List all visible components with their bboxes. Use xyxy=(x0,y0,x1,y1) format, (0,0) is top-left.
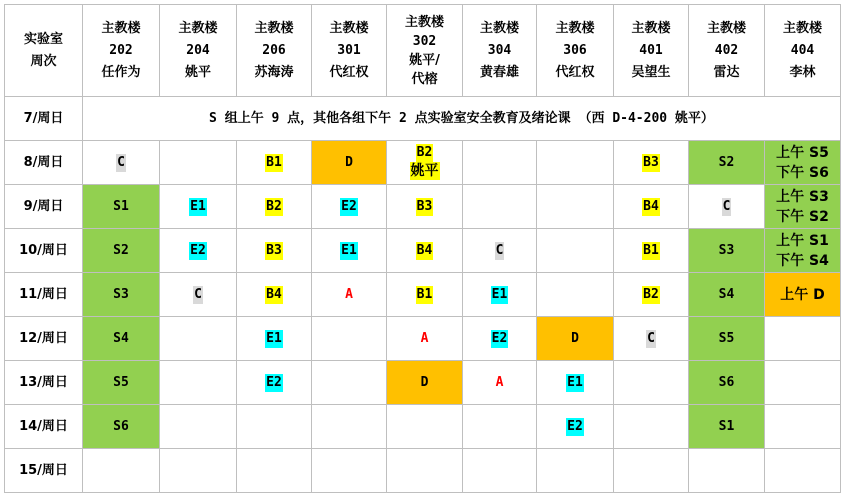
building: 主教楼 xyxy=(101,20,141,36)
session-tag: C xyxy=(194,286,202,302)
cell-306 xyxy=(537,405,614,449)
session-tag: C xyxy=(647,330,655,346)
session-tag: E1 xyxy=(190,198,206,214)
cell-204 xyxy=(160,185,237,229)
cell-401 xyxy=(614,449,689,493)
building: 主教楼 xyxy=(254,20,294,36)
cell-306: D xyxy=(537,317,614,361)
cell-304 xyxy=(463,405,537,449)
cell-304 xyxy=(463,185,537,229)
teacher: 黄春雄 xyxy=(479,64,519,80)
afternoon-session: 下午 S6 xyxy=(776,164,829,181)
week-row-10 xyxy=(5,229,841,273)
building: 主教楼 xyxy=(631,20,671,36)
corner-lab-label: 实验室 xyxy=(23,31,63,47)
corner-week-label: 周次 xyxy=(30,53,57,69)
session-tag: B4 xyxy=(266,286,282,302)
teacher: 姚平 xyxy=(184,64,211,80)
cell-402 xyxy=(689,185,765,229)
cell-301 xyxy=(312,405,387,449)
lab-header-206 xyxy=(237,5,312,97)
teacher: 苏海涛 xyxy=(254,64,294,80)
cell-206 xyxy=(237,317,312,361)
cell-202: S6 xyxy=(83,405,160,449)
room: 402 xyxy=(714,42,739,58)
session-teacher-tag: 姚平 xyxy=(410,163,439,179)
morning-session: 上午 S3 xyxy=(776,188,829,205)
teacher: 任作为 xyxy=(101,64,141,80)
room: 404 xyxy=(790,42,815,58)
week-row-9 xyxy=(5,185,841,229)
session-tag: E2 xyxy=(567,418,583,434)
week-label: 14/周日 xyxy=(5,405,83,449)
week-label: 9/周日 xyxy=(5,185,83,229)
cell-302 xyxy=(387,273,463,317)
cell-202: S2 xyxy=(83,229,160,273)
session-tag: B1 xyxy=(266,154,282,170)
cell-402: S6 xyxy=(689,361,765,405)
cell-401 xyxy=(614,229,689,273)
teacher: 吴望生 xyxy=(631,64,671,80)
room: 301 xyxy=(337,42,361,58)
teacher: 姚平/ xyxy=(409,52,440,68)
cell-204 xyxy=(160,361,237,405)
cell-304 xyxy=(463,141,537,185)
cell-302: A xyxy=(387,317,463,361)
week-label: 7/周日 xyxy=(5,97,83,141)
cell-206 xyxy=(237,185,312,229)
cell-304 xyxy=(463,449,537,493)
cell-304 xyxy=(463,317,537,361)
session-tag: B2 xyxy=(416,145,433,160)
cell-202: S4 xyxy=(83,317,160,361)
building: 主教楼 xyxy=(479,20,519,36)
session-tag: C xyxy=(495,242,504,258)
lab-header-306 xyxy=(537,5,614,97)
cell-302 xyxy=(387,185,463,229)
teacher: 代红权 xyxy=(555,64,595,80)
cell-206 xyxy=(237,361,312,405)
room: 204 xyxy=(186,42,210,58)
cell-404 xyxy=(765,229,841,273)
cell-402 xyxy=(689,449,765,493)
cell-302: D xyxy=(387,361,463,405)
cell-404 xyxy=(765,317,841,361)
session-tag: E2 xyxy=(491,330,508,346)
session-tag: E2 xyxy=(266,374,282,390)
session-tag: E1 xyxy=(567,374,583,390)
cell-404 xyxy=(765,361,841,405)
session-tag: B3 xyxy=(416,198,433,214)
cell-206 xyxy=(237,273,312,317)
session-tag: B3 xyxy=(643,154,659,170)
cell-401 xyxy=(614,361,689,405)
session-tag: B1 xyxy=(416,286,433,302)
teacher: 雷达 xyxy=(713,64,740,80)
cell-204 xyxy=(160,273,237,317)
week-label: 13/周日 xyxy=(5,361,83,405)
building: 主教楼 xyxy=(706,20,746,36)
lab-header-402 xyxy=(689,5,765,97)
lab-header-401 xyxy=(614,5,689,97)
cell-306 xyxy=(537,185,614,229)
afternoon-session: 下午 S4 xyxy=(776,252,829,269)
session-tag: E2 xyxy=(190,242,206,258)
cell-404: 上午 D xyxy=(765,273,841,317)
week-label: 15/周日 xyxy=(5,449,83,493)
room: 401 xyxy=(639,42,663,58)
teacher-second: 代榕 xyxy=(411,71,438,87)
teacher: 李林 xyxy=(789,64,816,80)
header-row xyxy=(5,5,841,97)
session-tag: B2 xyxy=(266,198,282,214)
week-row-15 xyxy=(5,449,841,493)
cell-304: A xyxy=(463,361,537,405)
cell-401 xyxy=(614,141,689,185)
cell-301 xyxy=(312,229,387,273)
cell-402: S2 xyxy=(689,141,765,185)
cell-301 xyxy=(312,185,387,229)
session-tag: E2 xyxy=(341,198,357,214)
cell-306 xyxy=(537,449,614,493)
week-label: 10/周日 xyxy=(5,229,83,273)
cell-401 xyxy=(614,185,689,229)
lab-header-304 xyxy=(463,5,537,97)
cell-402: S4 xyxy=(689,273,765,317)
week-row-13 xyxy=(5,361,841,405)
cell-302 xyxy=(387,449,463,493)
cell-304 xyxy=(463,273,537,317)
cell-404 xyxy=(765,449,841,493)
cell-402: S3 xyxy=(689,229,765,273)
cell-304 xyxy=(463,229,537,273)
cell-401 xyxy=(614,317,689,361)
week-row-8 xyxy=(5,141,841,185)
cell-402: S5 xyxy=(689,317,765,361)
session-tag: C xyxy=(722,198,731,214)
cell-206 xyxy=(237,141,312,185)
cell-401 xyxy=(614,405,689,449)
cell-301: A xyxy=(312,273,387,317)
session-tag: B4 xyxy=(416,242,433,258)
lab-header-302 xyxy=(387,5,463,97)
lab-header-301 xyxy=(312,5,387,97)
week-row-11 xyxy=(5,273,841,317)
cell-204 xyxy=(160,229,237,273)
cell-202: S1 xyxy=(83,185,160,229)
cell-404 xyxy=(765,185,841,229)
cell-302 xyxy=(387,405,463,449)
cell-306 xyxy=(537,229,614,273)
cell-306 xyxy=(537,361,614,405)
building: 主教楼 xyxy=(555,20,595,36)
building: 主教楼 xyxy=(329,20,369,36)
week-row-12 xyxy=(5,317,841,361)
cell-404 xyxy=(765,405,841,449)
cell-202 xyxy=(83,449,160,493)
cell-202: S3 xyxy=(83,273,160,317)
cell-301: D xyxy=(312,141,387,185)
cell-302 xyxy=(387,141,463,185)
lab-header-202 xyxy=(83,5,160,97)
session-tag: B3 xyxy=(266,242,282,258)
lab-header-204 xyxy=(160,5,237,97)
building: 主教楼 xyxy=(404,14,444,30)
session-tag: E1 xyxy=(341,242,357,258)
cell-206 xyxy=(237,229,312,273)
cell-204 xyxy=(160,405,237,449)
cell-302 xyxy=(387,229,463,273)
room: 304 xyxy=(487,42,512,58)
cell-402: S1 xyxy=(689,405,765,449)
session-tag: E1 xyxy=(491,286,508,302)
session-tag: B1 xyxy=(643,242,659,258)
week-row-7 xyxy=(5,97,841,141)
afternoon-session: 下午 S2 xyxy=(776,208,829,225)
session-tag: B4 xyxy=(643,198,659,214)
cell-204 xyxy=(160,449,237,493)
week-label: 11/周日 xyxy=(5,273,83,317)
cell-404 xyxy=(765,141,841,185)
cell-206 xyxy=(237,449,312,493)
cell-204 xyxy=(160,317,237,361)
cell-202 xyxy=(83,141,160,185)
session-tag: B2 xyxy=(643,286,659,302)
cell-306 xyxy=(537,273,614,317)
lab-header-404 xyxy=(765,5,841,97)
building: 主教楼 xyxy=(178,20,218,36)
cell-301 xyxy=(312,317,387,361)
building: 主教楼 xyxy=(782,20,822,36)
cell-206 xyxy=(237,405,312,449)
week-row-14 xyxy=(5,405,841,449)
teacher: 代红权 xyxy=(329,64,369,80)
week-label: 12/周日 xyxy=(5,317,83,361)
morning-session: 上午 S1 xyxy=(776,232,829,249)
morning-session: 上午 S5 xyxy=(776,144,829,161)
cell-202: S5 xyxy=(83,361,160,405)
room: 206 xyxy=(262,42,286,58)
week7-note: S 组上午 9 点，其他各组下午 2 点实验室安全教育及绪论课 （西 D-4-200 姚平） xyxy=(83,97,841,141)
cell-301 xyxy=(312,361,387,405)
room: 306 xyxy=(563,42,587,58)
cell-401 xyxy=(614,273,689,317)
week-label: 8/周日 xyxy=(5,141,83,185)
corner-header xyxy=(5,5,83,97)
room: 202 xyxy=(109,42,133,58)
cell-301 xyxy=(312,449,387,493)
lab-schedule-table xyxy=(4,4,841,493)
room: 302 xyxy=(412,33,437,49)
cell-306 xyxy=(537,141,614,185)
session-tag: E1 xyxy=(266,330,282,346)
cell-204 xyxy=(160,141,237,185)
session-tag: C xyxy=(117,154,125,170)
